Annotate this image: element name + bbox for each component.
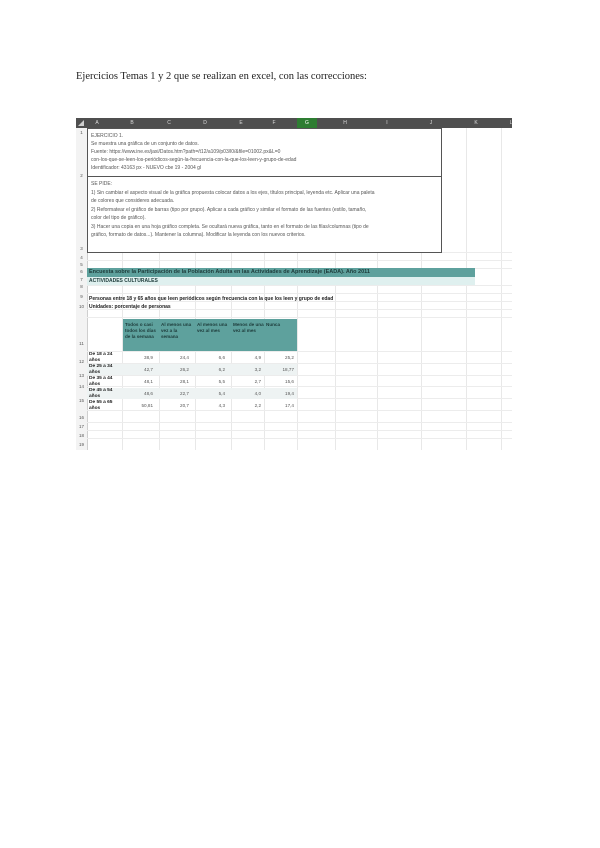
- survey-units: Unidades: porcentaje de personas: [89, 304, 171, 310]
- exercise-line: Se muestra una gráfica de un conjunto de datos.: [91, 141, 199, 147]
- row-header[interactable]: 19: [78, 442, 84, 447]
- table-cell[interactable]: 25,2: [285, 355, 294, 360]
- row-header[interactable]: 10: [78, 304, 84, 309]
- exercise-line: 1) Sin cambiar el aspecto visual de la gráfica propuesta colocar datos a los ejes, títulos principal, leyenda etc. Aplicar una paleta: [91, 190, 375, 196]
- survey-section: ACTIVIDADES CULTURALES: [89, 278, 158, 284]
- gridline: [87, 351, 512, 352]
- table-cell[interactable]: 5,5: [218, 379, 225, 384]
- table-row-label: De 55 a 65 años: [89, 400, 113, 411]
- row-header[interactable]: 17: [78, 424, 84, 429]
- row-header[interactable]: 12: [78, 359, 84, 364]
- column-header-g[interactable]: G: [297, 118, 317, 128]
- exercise-text-box: [87, 128, 442, 253]
- exercise-line: Identificador: 43163 px - NUEVO cbe 19 - 2004 gl: [91, 165, 202, 171]
- row-header[interactable]: 5: [80, 262, 83, 267]
- table-cell[interactable]: 15,6: [285, 379, 294, 384]
- page-heading: Ejercicios Temas 1 y 2 que se realizan en excel, con las correcciones:: [76, 71, 367, 82]
- table-cell[interactable]: 4,0: [254, 391, 261, 396]
- table-cell[interactable]: 48,6: [144, 391, 153, 396]
- gridline: [87, 422, 512, 423]
- row-header[interactable]: 3: [80, 246, 83, 251]
- table-cell[interactable]: 2,2: [254, 403, 261, 408]
- exercise-line: con-los-que-se-leen-los-periódicos-según-la-frecuencia-con-la-que-los-leen-y-grupo-de-edad: [91, 157, 297, 163]
- exercise-line: de colores que consideres adecuada.: [91, 198, 175, 204]
- row-header[interactable]: 15: [78, 398, 84, 403]
- exercise-divider: [88, 176, 441, 177]
- exercise-line: gráfico, formato de datos...). Mantener la columna). Modificar la leyenda con los nuevos criterios.: [91, 232, 306, 238]
- exercise-line: 2) Reformatear el gráfico de barras (tipo por grupo). Aplicar a cada gráfico y similar el formato de las fuentes (estilo, tamaño,: [91, 207, 367, 213]
- row-header[interactable]: 8: [80, 284, 83, 289]
- table-cell[interactable]: 38,9: [144, 355, 153, 360]
- table-cell[interactable]: 24,4: [180, 355, 189, 360]
- gridline: [87, 430, 512, 431]
- table-cell[interactable]: 6,2: [218, 367, 225, 372]
- table-cell[interactable]: 42,7: [144, 367, 153, 372]
- column-header-l[interactable]: L: [509, 120, 513, 126]
- gridline: [87, 438, 512, 439]
- table-cell[interactable]: 20,7: [180, 403, 189, 408]
- gridline: [87, 317, 512, 318]
- table-cell[interactable]: 17,4: [285, 403, 294, 408]
- column-header-h[interactable]: H: [343, 120, 347, 126]
- table-row-label: De 45 a 54 años: [89, 388, 113, 399]
- row-header[interactable]: 18: [78, 433, 84, 438]
- column-header-d[interactable]: D: [203, 120, 207, 126]
- spreadsheet-screenshot: [76, 118, 512, 450]
- row-header[interactable]: 14: [78, 384, 84, 389]
- table-cell[interactable]: 6,6: [218, 355, 225, 360]
- survey-title: Encuesta sobre la Participación de la Población Adulta en las Actividades de Aprendizaje (EADA). Año 2011: [89, 269, 370, 275]
- row-header[interactable]: 16: [78, 415, 84, 420]
- gridline: [87, 386, 512, 387]
- row-header[interactable]: 6: [80, 269, 83, 274]
- column-header-k[interactable]: K: [474, 120, 478, 126]
- table-row-label: De 18 a 24 años: [89, 352, 113, 363]
- table-row-label: De 25 a 34 años: [89, 364, 113, 375]
- gridline: [466, 128, 467, 450]
- table-header-cell: Nunca: [264, 319, 297, 351]
- gridline: [87, 375, 512, 376]
- column-header-e[interactable]: E: [239, 120, 243, 126]
- gridline: [501, 128, 502, 450]
- table-cell[interactable]: 50,81: [141, 403, 153, 408]
- table-cell[interactable]: 48,1: [144, 379, 153, 384]
- table-cell[interactable]: 28,1: [180, 379, 189, 384]
- column-header-b[interactable]: B: [130, 120, 134, 126]
- table-cell[interactable]: 26,2: [180, 367, 189, 372]
- table-cell[interactable]: 18,77: [282, 367, 294, 372]
- column-header-i[interactable]: I: [386, 120, 388, 126]
- table-cell[interactable]: 4,9: [254, 355, 261, 360]
- row-header[interactable]: 13: [78, 373, 84, 378]
- row-header[interactable]: 11: [79, 341, 84, 346]
- gridline: [87, 410, 512, 411]
- survey-description: Personas entre 18 y 65 años que leen periódicos según frecuencia con la que los leen y grupo de edad: [89, 296, 334, 302]
- table-cell[interactable]: 22,7: [180, 391, 189, 396]
- survey-section-band: [87, 277, 475, 285]
- table-row-label: De 35 a 44 años: [89, 376, 113, 387]
- row-header[interactable]: 9: [80, 294, 83, 299]
- column-header-j[interactable]: J: [429, 120, 433, 126]
- gridline: [87, 260, 512, 261]
- survey-title-band: [87, 268, 475, 277]
- select-all-corner: [78, 120, 84, 126]
- gridline: [87, 285, 512, 286]
- row-header[interactable]: 4: [80, 255, 83, 260]
- table-header-cell: Todos o casi todos los días de la semana: [123, 319, 159, 351]
- column-header-f[interactable]: F: [272, 120, 276, 126]
- row-header[interactable]: 7: [80, 277, 83, 282]
- row-header[interactable]: 1: [80, 130, 83, 135]
- table-cell[interactable]: 2,7: [254, 379, 261, 384]
- column-header-bar: [76, 118, 512, 128]
- table-cell[interactable]: 3,2: [254, 367, 261, 372]
- table-header-cell: Al menos una vez a la semana: [159, 319, 195, 351]
- exercise-line: EJERCICIO 1.: [91, 133, 124, 139]
- table-cell[interactable]: 4,3: [218, 403, 225, 408]
- exercise-line: 3) Hacer una copia en una hoja gráfico completa. Se ocultará nueva gráfica, tanto en el formato de las filas/columnas (tipo de: [91, 224, 369, 230]
- table-cell[interactable]: 19,4: [285, 391, 294, 396]
- exercise-line: color del tipo de gráfico).: [91, 215, 146, 221]
- table-header-cell: Menos de una vez al mes: [231, 319, 264, 351]
- table-header-cell: Al menos una vez al mes: [195, 319, 231, 351]
- column-header-c[interactable]: C: [167, 120, 171, 126]
- table-cell[interactable]: 5,4: [218, 391, 225, 396]
- column-header-a[interactable]: A: [95, 120, 99, 126]
- row-header[interactable]: 2: [80, 173, 83, 178]
- gridline: [87, 293, 512, 294]
- exercise-line: SE PIDE:: [91, 181, 113, 187]
- exercise-line: Fuente: https://www.ine.es/jaxi/Datos.htm?path=/t12/a109/p03/l0/&file=01002.px&L=0: [91, 149, 281, 155]
